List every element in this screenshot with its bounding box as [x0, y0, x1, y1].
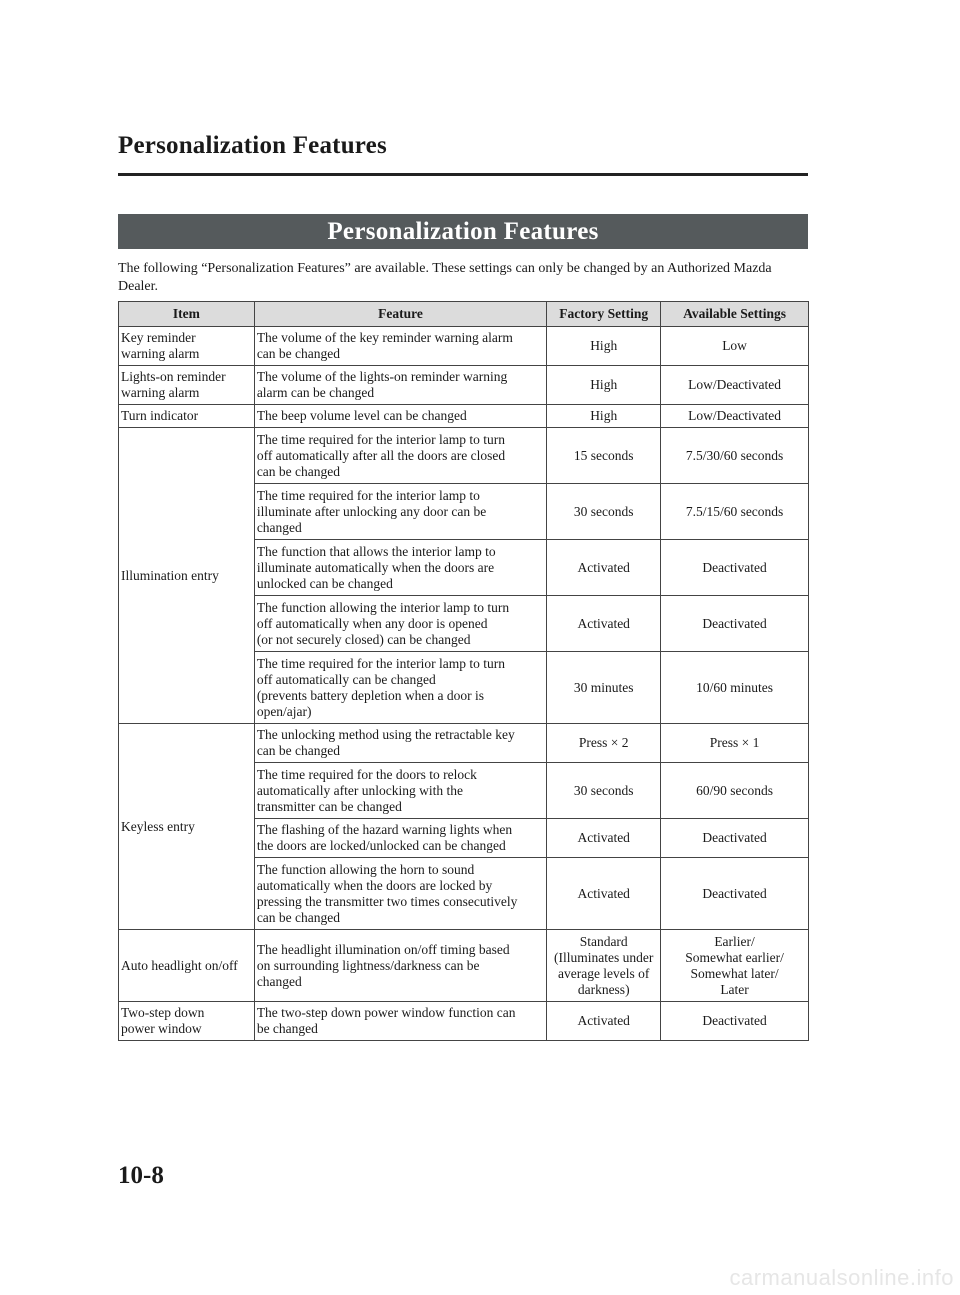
- page-number: 10-8: [118, 1162, 164, 1189]
- factory-setting-cell: Standard (Illuminates under average levels of darkness): [547, 930, 661, 1002]
- available-settings-cell: Deactivated: [661, 540, 809, 596]
- item-cell: Keyless entry: [119, 724, 255, 930]
- feature-cell: The time required for the doors to relock automatically after unlocking with the transmitter can be changed: [254, 763, 546, 819]
- watermark: carmanualsonline.info: [729, 1265, 954, 1290]
- factory-setting-cell: Activated: [547, 540, 661, 596]
- personalization-features-table: [118, 301, 809, 1041]
- factory-setting-cell: Activated: [547, 858, 661, 930]
- column-header-item: Item: [119, 302, 255, 327]
- intro-paragraph: The following “Personalization Features” are available. These settings can only be changed by an Authorized Mazda Dealer.: [118, 261, 772, 294]
- feature-cell: The function allowing the interior lamp to turn off automatically when any door is opened (or not securely closed) can be changed: [254, 596, 546, 652]
- header-divider: [118, 173, 808, 176]
- item-cell: Turn indicator: [119, 405, 255, 428]
- feature-cell: The volume of the key reminder warning alarm can be changed: [254, 327, 546, 366]
- available-settings-cell: Deactivated: [661, 596, 809, 652]
- feature-cell: The unlocking method using the retractable key can be changed: [254, 724, 546, 763]
- table-row: [119, 724, 809, 763]
- page-header-title: Personalization Features: [118, 132, 387, 159]
- available-settings-cell: Deactivated: [661, 819, 809, 858]
- available-settings-cell: Deactivated: [661, 858, 809, 930]
- available-settings-cell: Press × 1: [661, 724, 809, 763]
- factory-setting-cell: Activated: [547, 596, 661, 652]
- factory-setting-cell: High: [547, 327, 661, 366]
- feature-cell: The headlight illumination on/off timing based on surrounding lightness/darkness can be changed: [254, 930, 546, 1002]
- column-header-feature: Feature: [254, 302, 546, 327]
- feature-cell: The volume of the lights-on reminder warning alarm can be changed: [254, 366, 546, 405]
- column-header-factory-setting: Factory Setting: [547, 302, 661, 327]
- available-settings-cell: Deactivated: [661, 1002, 809, 1041]
- available-settings-cell: 10/60 minutes: [661, 652, 809, 724]
- available-settings-cell: 7.5/15/60 seconds: [661, 484, 809, 540]
- feature-cell: The time required for the interior lamp to turn off automatically can be changed (prevents battery depletion when a door is open/ajar): [254, 652, 546, 724]
- feature-cell: The flashing of the hazard warning lights when the doors are locked/unlocked can be changed: [254, 819, 546, 858]
- item-cell: Auto headlight on/off: [119, 930, 255, 1002]
- section-banner: Personalization Features: [118, 214, 808, 249]
- available-settings-cell: Low: [661, 327, 809, 366]
- feature-cell: The two-step down power window function can be changed: [254, 1002, 546, 1041]
- item-cell: Key reminder warning alarm: [119, 327, 255, 366]
- feature-cell: The function allowing the horn to sound automatically when the doors are locked by pressing the transmitter two times consecutively can be changed: [254, 858, 546, 930]
- item-cell: Lights-on reminder warning alarm: [119, 366, 255, 405]
- available-settings-cell: Earlier/ Somewhat earlier/ Somewhat later/ Later: [661, 930, 809, 1002]
- column-header-available-settings: Available Settings: [661, 302, 809, 327]
- item-cell: Illumination entry: [119, 428, 255, 724]
- factory-setting-cell: Activated: [547, 1002, 661, 1041]
- table-row: [119, 930, 809, 1002]
- factory-setting-cell: 15 seconds: [547, 428, 661, 484]
- feature-cell: The beep volume level can be changed: [254, 405, 546, 428]
- table-row: [119, 366, 809, 405]
- table-row: [119, 1002, 809, 1041]
- feature-cell: The time required for the interior lamp to illuminate after unlocking any door can be changed: [254, 484, 546, 540]
- item-cell: Two-step down power window: [119, 1002, 255, 1041]
- factory-setting-cell: 30 minutes: [547, 652, 661, 724]
- feature-cell: The time required for the interior lamp to turn off automatically after all the doors are closed can be changed: [254, 428, 546, 484]
- factory-setting-cell: High: [547, 405, 661, 428]
- table-header-row: [119, 302, 809, 327]
- factory-setting-cell: 30 seconds: [547, 484, 661, 540]
- available-settings-cell: Low/Deactivated: [661, 405, 809, 428]
- available-settings-cell: 7.5/30/60 seconds: [661, 428, 809, 484]
- table-row: [119, 405, 809, 428]
- factory-setting-cell: 30 seconds: [547, 763, 661, 819]
- feature-cell: The function that allows the interior lamp to illuminate automatically when the doors are unlocked can be changed: [254, 540, 546, 596]
- available-settings-cell: Low/Deactivated: [661, 366, 809, 405]
- table-row: [119, 428, 809, 484]
- factory-setting-cell: Activated: [547, 819, 661, 858]
- factory-setting-cell: Press × 2: [547, 724, 661, 763]
- table-row: [119, 327, 809, 366]
- factory-setting-cell: High: [547, 366, 661, 405]
- available-settings-cell: 60/90 seconds: [661, 763, 809, 819]
